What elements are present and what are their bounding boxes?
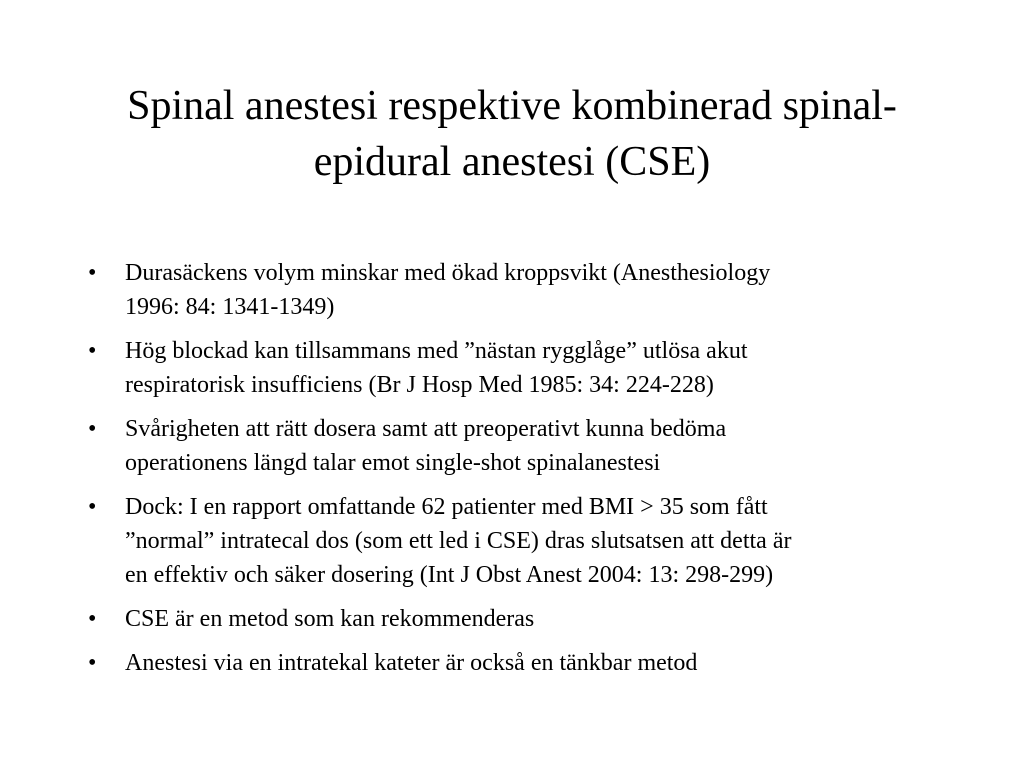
bullet-text-5-line-1: CSE är en metod som kan rekommenderas [125,606,535,632]
bullet-item-6 [88,646,938,680]
bullet-text-2-line-2: respiratorisk insufficiens (Br J Hosp Med 1985: 34: 224-228) [125,372,714,398]
bullet-marker: • [88,416,97,442]
bullet-item-2 [88,334,938,402]
slide-title-line-2: epidural anestesi (CSE) [313,139,711,185]
bullet-text-4-line-2: ”normal” intratecal dos (som ett led i CSE) dras slutsatsen att detta är [125,528,792,554]
bullet-item-5 [88,602,938,636]
bullet-text-4-line-3: en effektiv och säker dosering (Int J Obst Anest 2004: 13: 298-299) [125,562,774,588]
bullet-item-3 [88,412,938,480]
bullet-text-1-line-2: 1996: 84: 1341-1349) [125,294,335,320]
bullet-marker: • [88,260,97,286]
bullet-text-6-line-1: Anestesi via en intratekal kateter är också en tänkbar metod [125,650,698,676]
slide-title [60,78,964,190]
bullet-text-3-line-2: operationens längd talar emot single-shot spinalanestesi [125,450,661,476]
bullet-marker: • [88,494,97,520]
bullet-item-1 [88,256,938,324]
bullet-list [88,256,938,690]
bullet-marker: • [88,650,97,676]
bullet-text-4-line-1: Dock: I en rapport omfattande 62 patienter med BMI > 35 som fått [125,494,768,520]
slide-title-line-1: Spinal anestesi respektive kombinerad spinal- [127,83,897,129]
bullet-text-2-line-1: Hög blockad kan tillsammans med ”nästan rygglåge” utlösa akut [125,338,748,364]
bullet-marker: • [88,606,97,632]
bullet-item-4 [88,490,938,592]
bullet-text-1-line-1: Durasäckens volym minskar med ökad kroppsvikt (Anesthesiology [125,260,771,286]
bullet-marker: • [88,338,97,364]
bullet-text-3-line-1: Svårigheten att rätt dosera samt att preoperativt kunna bedöma [125,416,727,442]
